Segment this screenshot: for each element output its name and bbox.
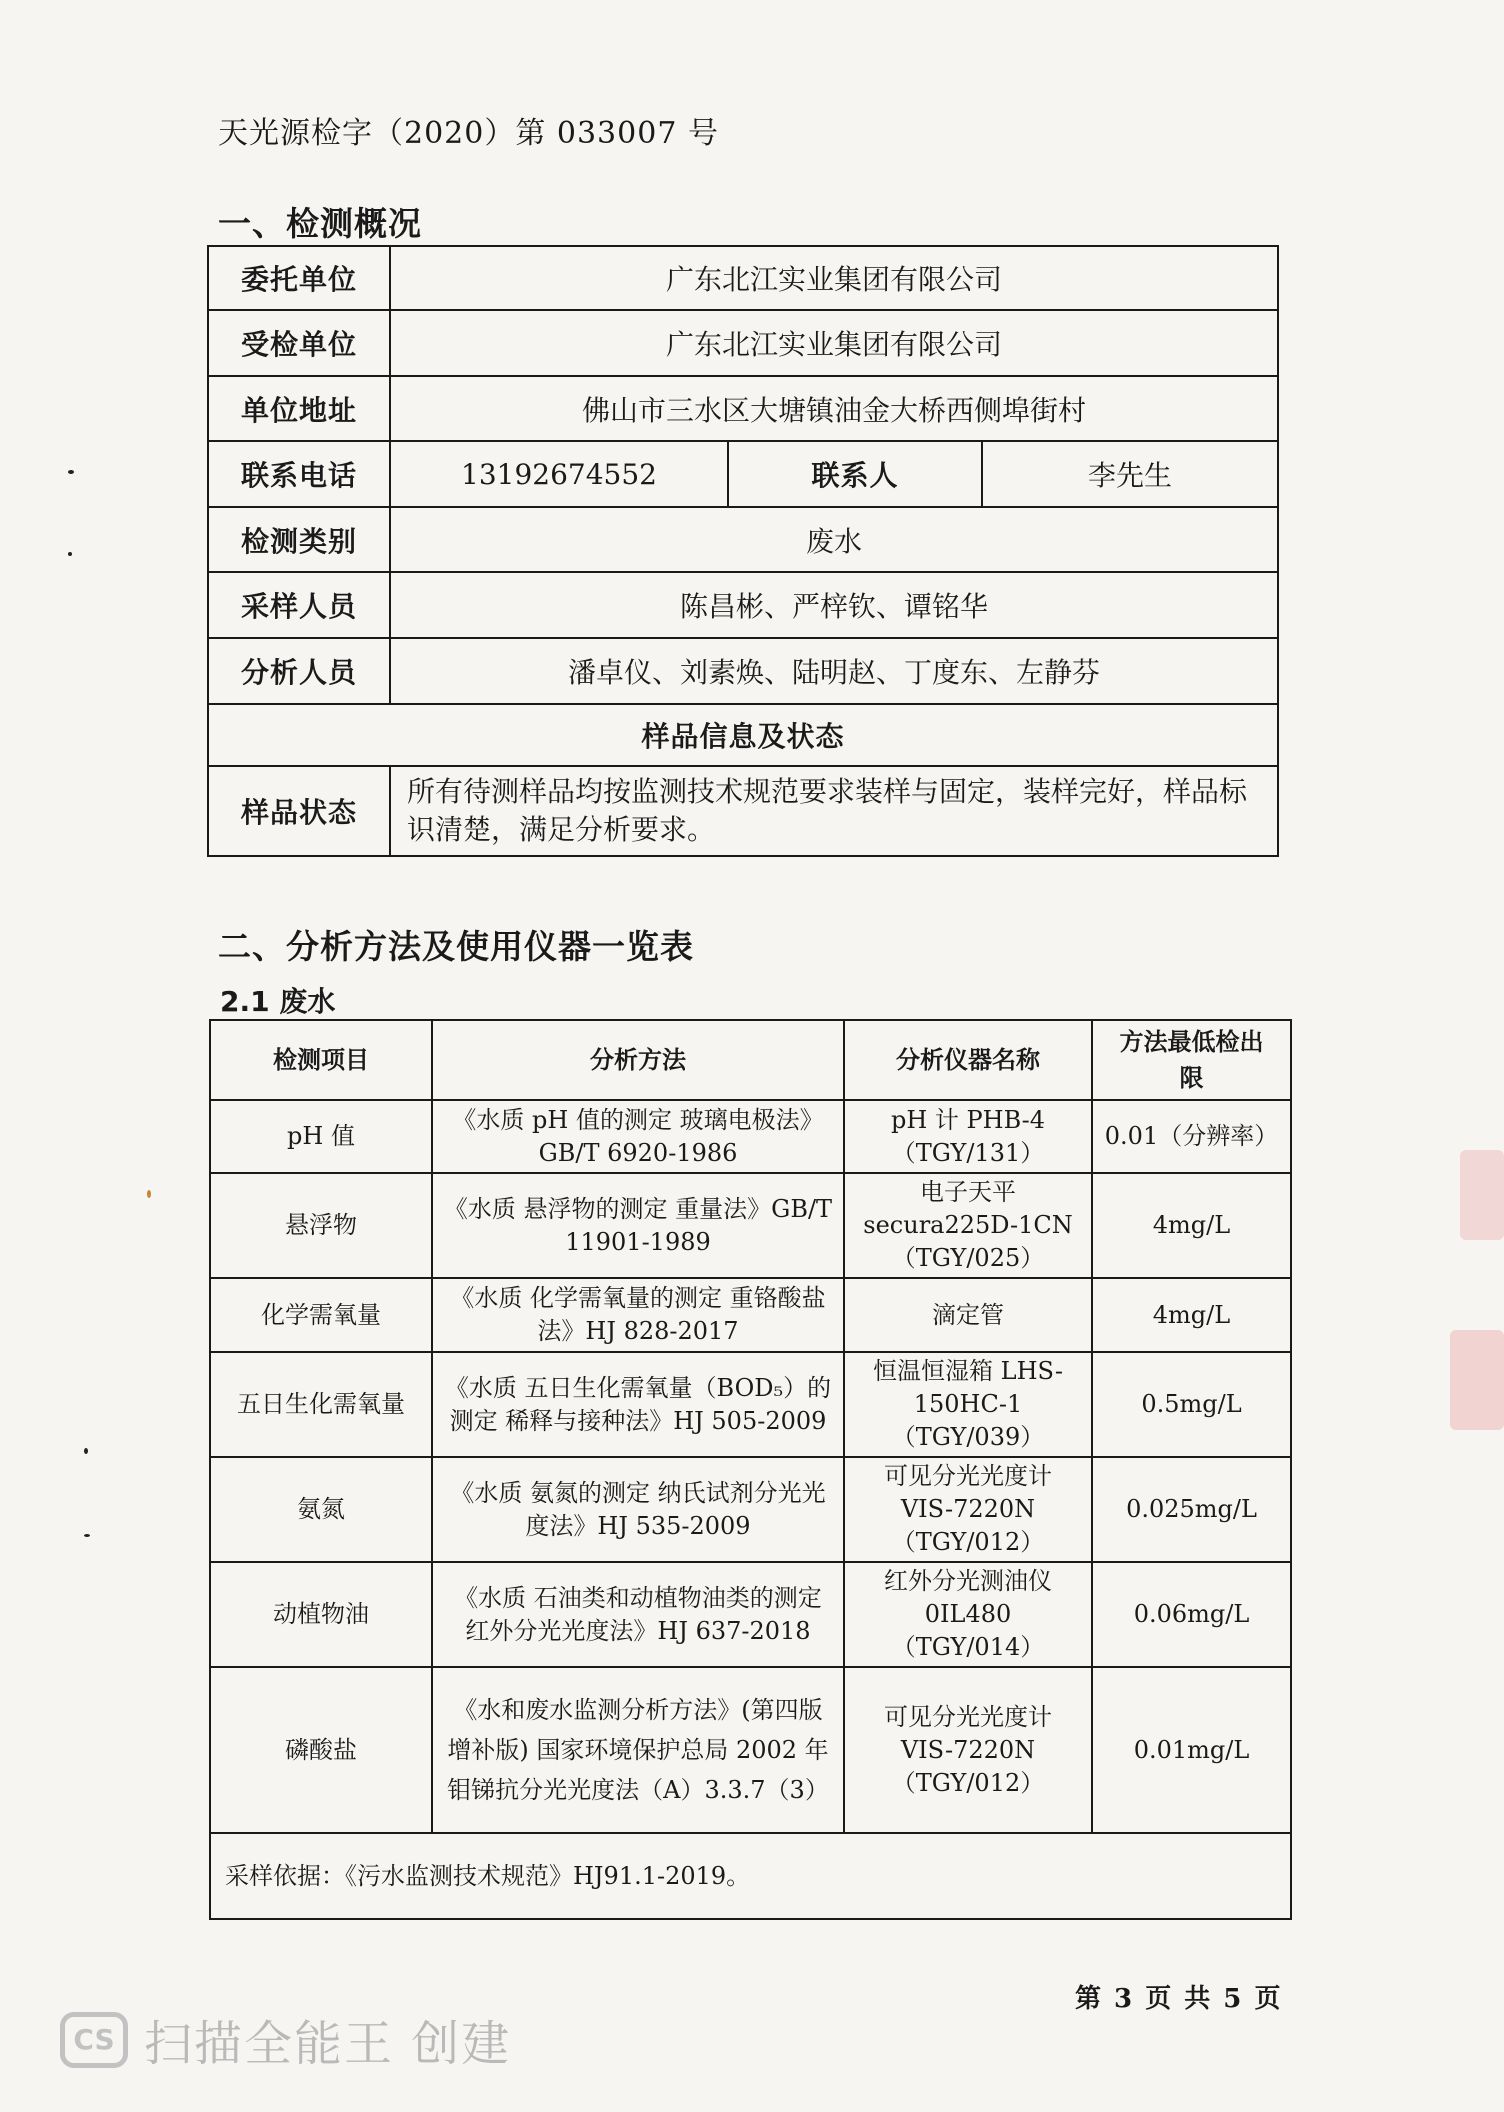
stamp-fragment	[1460, 1150, 1504, 1240]
scanner-watermark	[60, 2005, 511, 2074]
limit-cell: 0.5mg/L	[1092, 1352, 1291, 1457]
client-value: 广东北江实业集团有限公司	[390, 246, 1278, 310]
category-label: 检测类别	[208, 507, 390, 572]
client-label: 委托单位	[208, 246, 390, 310]
method-cell: 《水质 五日生化需氧量（BOD₅）的测定 稀释与接种法》HJ 505-2009	[432, 1352, 844, 1457]
limit-cell: 0.01（分辨率）	[1092, 1100, 1291, 1173]
samplers-label: 采样人员	[208, 572, 390, 638]
row-sample-status	[208, 766, 1278, 856]
table-row	[210, 1100, 1291, 1173]
header-limit: 方法最低检出限	[1092, 1020, 1291, 1100]
method-cell: 《水质 悬浮物的测定 重量法》GB/T 11901-1989	[432, 1173, 844, 1278]
header-method: 分析方法	[432, 1020, 844, 1100]
limit-cell: 0.025mg/L	[1092, 1457, 1291, 1562]
inspected-label: 受检单位	[208, 310, 390, 376]
overview-table	[207, 245, 1279, 857]
item-cell: 氨氮	[210, 1457, 432, 1562]
category-value: 废水	[390, 507, 1278, 572]
header-item: 检测项目	[210, 1020, 432, 1100]
sampling-basis: 采样依据：《污水监测技术规范》HJ91.1-2019。	[210, 1833, 1291, 1919]
item-cell: 磷酸盐	[210, 1667, 432, 1833]
contact-label: 联系人	[728, 441, 982, 507]
row-category	[208, 507, 1278, 572]
sample-status-label: 样品状态	[208, 766, 390, 856]
table-row	[210, 1173, 1291, 1278]
item-cell: 动植物油	[210, 1562, 432, 1667]
scan-speck	[68, 552, 72, 556]
camscanner-logo-icon: CS	[60, 2012, 128, 2068]
watermark-text: 扫描全能王 创建	[144, 2016, 512, 2072]
row-sample-info-header	[208, 704, 1278, 766]
instrument-cell: 可见分光光度计 VIS-7220N（TGY/012）	[844, 1457, 1092, 1562]
item-cell: 悬浮物	[210, 1173, 432, 1278]
row-inspected	[208, 310, 1278, 376]
methods-footer-row	[210, 1833, 1291, 1919]
instrument-cell: pH 计 PHB-4（TGY/131）	[844, 1100, 1092, 1173]
instrument-cell: 电子天平 secura225D-1CN（TGY/025）	[844, 1173, 1092, 1278]
limit-cell: 0.06mg/L	[1092, 1562, 1291, 1667]
sample-status-value: 所有待测样品均按监测技术规范要求装样与固定，装样完好，样品标识清楚，满足分析要求。	[390, 766, 1278, 856]
page-number: 第 3 页 共 5 页	[1075, 1984, 1283, 2014]
address-label: 单位地址	[208, 376, 390, 441]
instrument-cell: 可见分光光度计 VIS-7220N（TGY/012）	[844, 1667, 1092, 1833]
limit-cell: 0.01mg/L	[1092, 1667, 1291, 1833]
item-cell: 化学需氧量	[210, 1278, 432, 1352]
row-samplers	[208, 572, 1278, 638]
sample-info-header: 样品信息及状态	[208, 704, 1278, 766]
scan-speck	[147, 1190, 151, 1198]
inspected-value: 广东北江实业集团有限公司	[390, 310, 1278, 376]
report-number: 天光源检字（2020）第 033007 号	[218, 116, 719, 151]
contact-value: 李先生	[982, 441, 1278, 507]
limit-cell: 4mg/L	[1092, 1173, 1291, 1278]
analysts-label: 分析人员	[208, 638, 390, 704]
address-value: 佛山市三水区大塘镇油金大桥西侧埠街村	[390, 376, 1278, 441]
row-analysts	[208, 638, 1278, 704]
analysts-value: 潘卓仪、刘素焕、陆明赵、丁度东、左静芬	[390, 638, 1278, 704]
instrument-cell: 恒温恒湿箱 LHS-150HC-1（TGY/039）	[844, 1352, 1092, 1457]
section2-subtitle: 2.1 废水	[220, 985, 336, 1018]
section1-title: 一、检测概况	[218, 204, 422, 243]
phone-label: 联系电话	[208, 441, 390, 507]
header-instrument: 分析仪器名称	[844, 1020, 1092, 1100]
instrument-cell: 红外分光测油仪 0IL480（TGY/014）	[844, 1562, 1092, 1667]
limit-cell: 4mg/L	[1092, 1278, 1291, 1352]
row-client	[208, 246, 1278, 310]
table-row	[210, 1457, 1291, 1562]
table-row	[210, 1562, 1291, 1667]
table-row	[210, 1278, 1291, 1352]
section2-title: 二、分析方法及使用仪器一览表	[218, 927, 694, 966]
methods-table	[209, 1019, 1292, 1920]
phone-value: 13192674552	[390, 441, 728, 507]
scan-speck	[84, 1448, 88, 1454]
instrument-cell: 滴定管	[844, 1278, 1092, 1352]
method-cell: 《水和废水监测分析方法》(第四版增补版) 国家环境保护总局 2002 年 钼锑抗分光光度法（A）3.3.7（3）	[432, 1667, 844, 1833]
method-cell: 《水质 氨氮的测定 纳氏试剂分光光度法》HJ 535-2009	[432, 1457, 844, 1562]
method-cell: 《水质 pH 值的测定 玻璃电极法》GB/T 6920-1986	[432, 1100, 844, 1173]
row-phone	[208, 441, 1278, 507]
scan-speck	[84, 1534, 90, 1537]
table-row	[210, 1667, 1291, 1833]
stamp-fragment	[1450, 1330, 1504, 1430]
item-cell: 五日生化需氧量	[210, 1352, 432, 1457]
method-cell: 《水质 化学需氧量的测定 重铬酸盐法》HJ 828-2017	[432, 1278, 844, 1352]
table-row	[210, 1352, 1291, 1457]
method-cell: 《水质 石油类和动植物油类的测定 红外分光光度法》HJ 637-2018	[432, 1562, 844, 1667]
item-cell: pH 值	[210, 1100, 432, 1173]
scan-speck	[68, 470, 74, 474]
row-address	[208, 376, 1278, 441]
methods-header-row	[210, 1020, 1291, 1100]
samplers-value: 陈昌彬、严梓钦、谭铭华	[390, 572, 1278, 638]
